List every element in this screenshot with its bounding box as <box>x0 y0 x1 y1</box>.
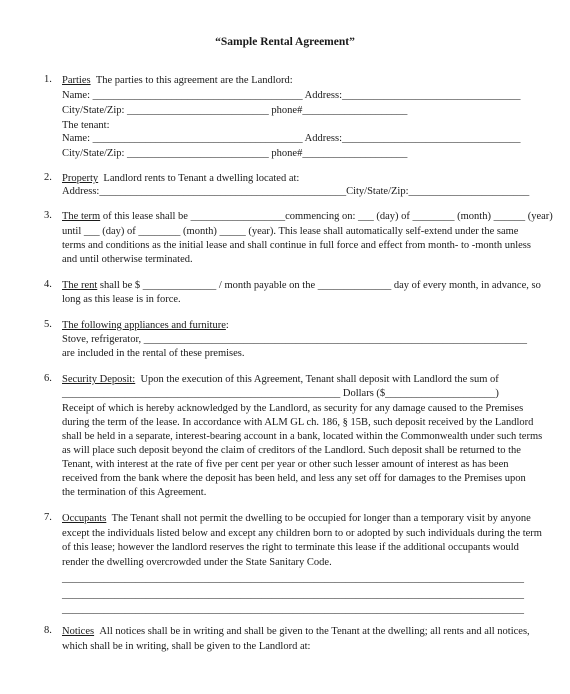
section-line: are included in the rental of these premises. <box>62 348 245 359</box>
section-line: during the term of the lease. In accordance with ALM GL ch. 186, § 15B, such deposit received by the Landlord <box>62 417 534 428</box>
section-line: Address:_______________________________________________City/State/Zip:_______________________ <box>62 186 530 197</box>
section-number: 7. <box>44 512 52 523</box>
section-heading: Security Deposit: <box>62 374 136 385</box>
section-heading: Property <box>62 173 99 184</box>
section-line: terms and conditions as the initial lease and shall continue in full force and effect from month- to -month unless <box>62 240 531 251</box>
section-heading-suffix: : <box>225 320 229 331</box>
section-number: 5. <box>44 319 52 330</box>
section-line: City/State/Zip: ___________________________ phone#____________________ <box>62 105 408 116</box>
section-line: until ___ (day) of ________ (month) _____ (year). This lease shall automatically self-extend under the same <box>62 226 519 237</box>
section-line: of this lease shall be __________________commencing on: ___ (day) of ________ (month) ______ (year) <box>102 211 553 222</box>
section-line: Stove, refrigerator, _________________________________________________________________________ <box>62 334 528 345</box>
section-line: The Tenant shall not permit the dwelling to be occupied for longer than a temporary visit by anyone <box>111 513 531 524</box>
section-line: ________________________________________________________________________________________ <box>62 573 524 584</box>
section-number: 8. <box>44 625 52 636</box>
section-line: except the individuals listed below and except any children born to or adopted by such individuals during the term <box>62 528 542 539</box>
section-heading: Parties <box>62 75 91 86</box>
section-number: 1. <box>44 74 52 85</box>
section-line: Upon the execution of this Agreement, Tenant shall deposit with Landlord the sum of <box>140 374 499 385</box>
section-first-line <box>62 74 552 87</box>
section-line: shall be $ ______________ / month payable on the ______________ day of every month, in advance, so <box>99 280 541 291</box>
section-line: Receipt of which is hereby acknowledged by the Landlord, as security for any damage caused to the Premises <box>62 403 524 414</box>
section-line: _____________________________________________________ Dollars ($_____________________) <box>62 388 499 399</box>
section-first-line <box>62 319 552 332</box>
section-line: Name: ________________________________________ Address:__________________________________ <box>62 133 521 144</box>
section-first-line <box>62 210 552 223</box>
section-line: Tenant, with interest at the rate of five per cent per year or other such lesser amount of interest as has been <box>62 459 509 470</box>
section-first-line <box>62 172 552 185</box>
section-line: City/State/Zip: ___________________________ phone#____________________ <box>62 148 408 159</box>
document-title: “Sample Rental Agreement” <box>215 36 355 48</box>
section-first-line <box>62 279 552 292</box>
section-first-line <box>62 625 552 638</box>
section-line: Landlord rents to Tenant a dwelling located at: <box>103 173 300 184</box>
section-heading: Notices <box>62 626 95 637</box>
section-line: and until otherwise terminated. <box>62 254 193 265</box>
section-line: as will place such deposit beyond the claim of creditors of the Landlord. Such deposit shall be returned to the <box>62 445 521 456</box>
section-line: received from the bank where the deposit has been held, and less any set off for damages to the Premises upon <box>62 473 526 484</box>
section-line: All notices shall be in writing and shall be given to the Tenant at the dwelling; all rents and all notices, <box>99 626 530 637</box>
section-heading: Occupants <box>62 513 107 524</box>
section-heading: The term <box>62 211 101 222</box>
section-line: ________________________________________________________________________________________ <box>62 604 524 615</box>
section-first-line <box>62 512 552 525</box>
section-line: The tenant: <box>62 120 110 131</box>
section-first-line <box>62 373 552 386</box>
section-line: the termination of this Agreement. <box>62 487 207 498</box>
section-line: of this lease; however the landlord reserves the right to terminate this lease if the additional occupants would <box>62 542 519 553</box>
section-number: 6. <box>44 373 52 384</box>
section-number: 2. <box>44 172 52 183</box>
section-line: render the dwelling overcrowded under the State Sanitary Code. <box>62 557 332 568</box>
section-line: Name: ________________________________________ Address:__________________________________ <box>62 90 521 101</box>
section-heading: The following appliances and furniture <box>62 320 226 331</box>
section-number: 4. <box>44 279 52 290</box>
section-line: shall be held in a separate, interest-bearing account in a bank, located within the Commonwealth under such terms <box>62 431 543 442</box>
section-line: long as this lease is in force. <box>62 294 181 305</box>
section-number: 3. <box>44 210 52 221</box>
section-line: ________________________________________________________________________________________ <box>62 589 524 600</box>
section-heading: The rent <box>62 280 98 291</box>
section-line: which shall be in writing, shall be given to the Landlord at: <box>62 641 311 652</box>
section-line: The parties to this agreement are the Landlord: <box>95 75 293 86</box>
